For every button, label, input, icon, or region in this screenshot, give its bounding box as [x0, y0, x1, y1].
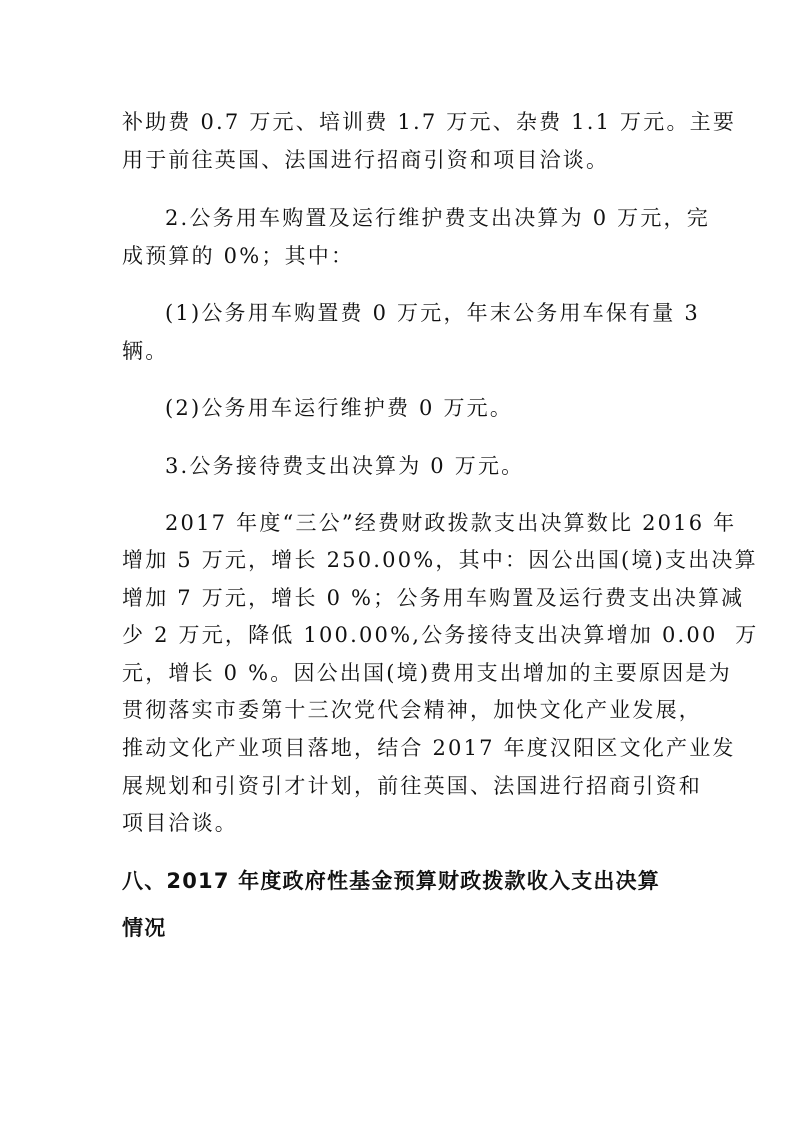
paragraph-line: (1)公务用车购置费 0 万元，年末公务用车保有量 3 [165, 301, 700, 325]
paragraph-line: 用于前往英国、法国进行招商引资和项目洽谈。 [122, 148, 610, 172]
paragraph-line: 少 2 万元，降低 100.00%,公务接待支出决算增加 0.00 万 [122, 623, 759, 647]
paragraph-line: 项目洽谈。 [122, 811, 238, 835]
section-heading: 八、2017 年度政府性基金预算财政拨款收入支出决算 [122, 869, 660, 893]
paragraph-line: 贯彻落实市委第十三次党代会精神，加快文化产业发展， [122, 698, 702, 722]
paragraph-line: 辆。 [122, 339, 169, 363]
paragraph-line: (2)公务用车运行维护费 0 万元。 [165, 396, 514, 420]
paragraph-line: 补助费 0.7 万元、培训费 1.7 万元、杂费 1.1 万元。主要 [122, 110, 737, 134]
paragraph-line: 2017 年度“三公”经费财政拨款支出决算数比 2016 年 [165, 511, 737, 535]
paragraph-line: 展规划和引资引才计划，前往英国、法国进行招商引资和 [122, 774, 702, 798]
paragraph-line: 3.公务接待费支出决算为 0 万元。 [165, 454, 525, 478]
paragraph-line: 2.公务用车购置及运行维护费支出决算为 0 万元，完 [165, 206, 710, 230]
paragraph-line: 元，增长 0 %。因公出国(境)费用支出增加的主要原因是为 [122, 661, 732, 685]
paragraph-line: 增加 7 万元，增长 0 %；公务用车购置及运行费支出决算减 [122, 586, 745, 610]
paragraph-line: 增加 5 万元，增长 250.00%，其中：因公出国(境)支出决算 [122, 548, 758, 572]
paragraph-line: 成预算的 0%；其中： [122, 244, 355, 268]
paragraph-line: 推动文化产业项目落地，结合 2017 年度汉阳区文化产业发 [122, 736, 736, 760]
section-heading: 情况 [122, 916, 167, 940]
